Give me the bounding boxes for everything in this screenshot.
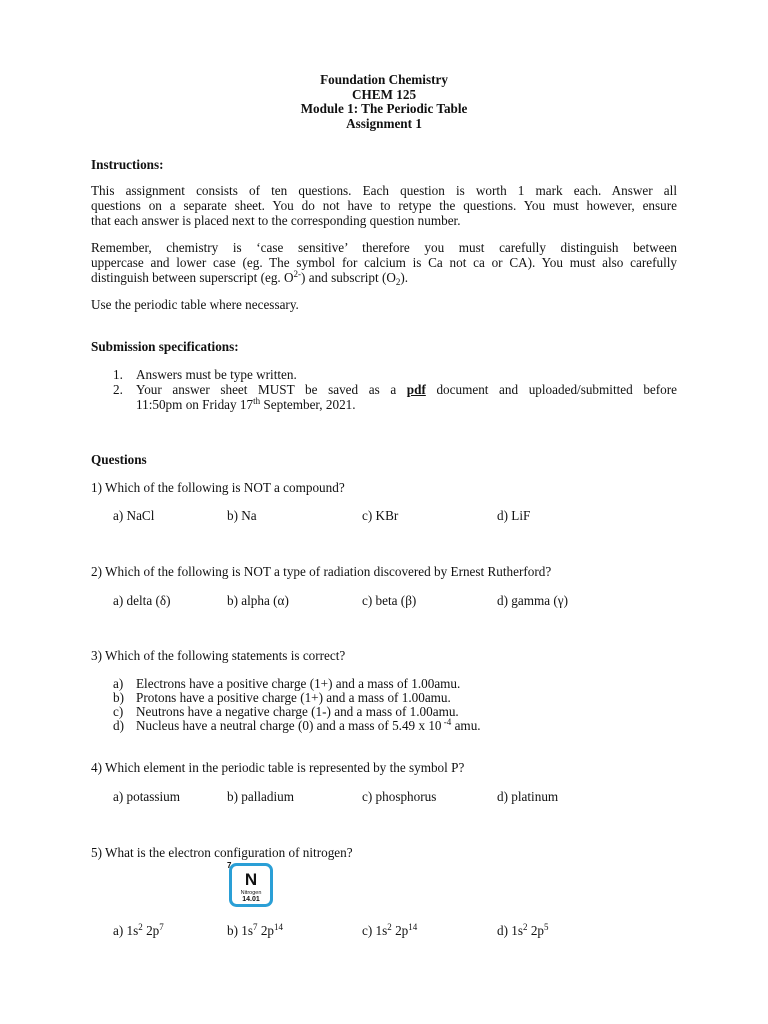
text-fragment: Your answer sheet MUST be saved as a: [136, 382, 407, 397]
question-2-option-d: d) gamma (γ): [497, 593, 569, 608]
question-4: 4) Which element in the periodic table is represented by the symbol P?: [91, 760, 465, 775]
superscript: 2: [523, 922, 528, 932]
paragraph-line: [91, 268, 677, 287]
superscript: 14: [408, 922, 418, 932]
option-label: a): [113, 676, 124, 691]
text-fragment: b) 1s: [227, 923, 254, 938]
instructions-paragraph-1: [91, 184, 677, 228]
text-fragment: c) 1s: [362, 923, 388, 938]
question-5-option-b: [227, 923, 283, 939]
list-number: 2.: [113, 382, 123, 397]
question-4-option-c: c) phosphorus: [362, 789, 437, 804]
question-3-option-b: Protons have a positive charge (1+) and a mass of 1.00amu.: [136, 690, 451, 705]
text-fragment: document and uploaded/submitted before: [425, 382, 678, 397]
question-5-option-d: [497, 923, 549, 939]
question-4-option-a: a) potassium: [113, 789, 181, 804]
question-3: 3) Which of the following statements is correct?: [91, 648, 346, 663]
nitrogen-element-icon: [226, 860, 274, 908]
question-3-option-a: Electrons have a positive charge (1+) and a mass of 1.00amu.: [136, 676, 461, 691]
element-name: Nitrogen: [240, 890, 262, 896]
text-fragment: Nucleus have a neutral charge (0) and a mass of 5.49 x 10: [136, 718, 442, 733]
questions-heading: Questions: [91, 452, 147, 467]
periodic-element-tile: [226, 860, 274, 908]
text-fragment: a) 1s: [113, 923, 139, 938]
question-5: 5) What is the electron configuration of nitrogen?: [91, 845, 353, 860]
module-title: Module 1: The Periodic Table: [300, 101, 468, 116]
submission-item-1: Answers must be type written.: [136, 367, 297, 382]
question-3-option-d: [136, 718, 481, 734]
superscript: 5: [544, 922, 549, 932]
question-5-option-c: [362, 923, 417, 939]
paragraph-line: This assignment consists of ten questions. Each question is worth 1 mark each. Answer all: [91, 183, 677, 198]
question-1-option-a: a) NaCl: [113, 508, 155, 523]
instructions-paragraph-2: [91, 241, 677, 285]
text-fragment: ) and subscript (O: [301, 269, 396, 285]
paragraph-line: questions on a separate sheet. You do not have to retype the questions. You must however, ensure: [91, 197, 677, 213]
instructions-paragraph-3: Use the periodic table where necessary.: [91, 297, 299, 312]
question-2: 2) Which of the following is NOT a type of radiation discovered by Ernest Rutherford?: [91, 564, 552, 579]
text-fragment: 2p: [391, 923, 409, 938]
question-1: 1) Which of the following is NOT a compound?: [91, 480, 345, 495]
submission-item-2: [136, 382, 677, 398]
superscript: 2: [387, 922, 392, 932]
text-fragment: amu.: [451, 718, 481, 733]
paragraph-line: that each answer is placed next to the corresponding question number.: [91, 212, 461, 228]
subscript: 2: [395, 276, 401, 287]
question-2-option-c: c) beta (β): [362, 593, 417, 608]
question-4-option-b: b) palladium: [227, 789, 295, 804]
superscript: th: [253, 396, 261, 406]
atomic-mass: 14.01: [242, 896, 260, 903]
question-2-option-a: a) delta (δ): [113, 593, 171, 608]
element-symbol: N: [244, 870, 258, 889]
superscript: 2-: [293, 268, 302, 279]
question-5-option-a: [113, 923, 164, 939]
atomic-number: 7: [227, 861, 232, 870]
text-fragment: 2p: [527, 923, 544, 938]
course-code: CHEM 125: [351, 86, 417, 102]
submission-item-2-deadline: [136, 397, 356, 413]
course-name: Foundation Chemistry: [320, 72, 448, 87]
text-fragment: 2p: [257, 923, 274, 938]
text-fragment: September, 2021.: [260, 397, 356, 412]
question-1-option-b: b) Na: [227, 508, 257, 523]
question-3-option-c: Neutrons have a negative charge (1-) and a mass of 1.00amu.: [136, 704, 459, 719]
paragraph-line: Remember, chemistry is ‘case sensitive’ therefore you must carefully distinguish between: [91, 240, 677, 255]
superscript: 14: [274, 922, 283, 932]
instructions-heading: Instructions:: [91, 157, 164, 172]
option-label: b): [113, 690, 124, 705]
question-2-option-b: b) alpha (α): [227, 593, 289, 608]
question-4-option-d: d) platinum: [497, 789, 559, 804]
question-1-option-c: c) KBr: [362, 508, 399, 523]
text-fragment: 11:50pm on Friday 17: [136, 397, 254, 412]
superscript: -4: [441, 717, 452, 727]
text-fragment: d) 1s: [497, 923, 524, 938]
list-number: 1.: [113, 367, 123, 382]
text-fragment: ).: [400, 269, 409, 285]
text-fragment: distinguish between superscript (eg. O: [91, 269, 294, 285]
superscript: 7: [159, 922, 164, 932]
option-label: d): [113, 718, 124, 733]
superscript: 7: [253, 922, 258, 932]
option-label: c): [113, 704, 124, 719]
submission-heading: Submission specifications:: [91, 339, 239, 354]
paragraph-line: uppercase and lower case (eg. The symbol for calcium is Ca not ca or CA). You must also carefully: [91, 254, 677, 270]
question-1-option-d: d) LiF: [497, 508, 531, 523]
assignment-title: Assignment 1: [346, 115, 422, 131]
pdf-emphasis: pdf: [406, 382, 426, 397]
superscript: 2: [138, 922, 143, 932]
text-fragment: 2p: [142, 923, 160, 938]
